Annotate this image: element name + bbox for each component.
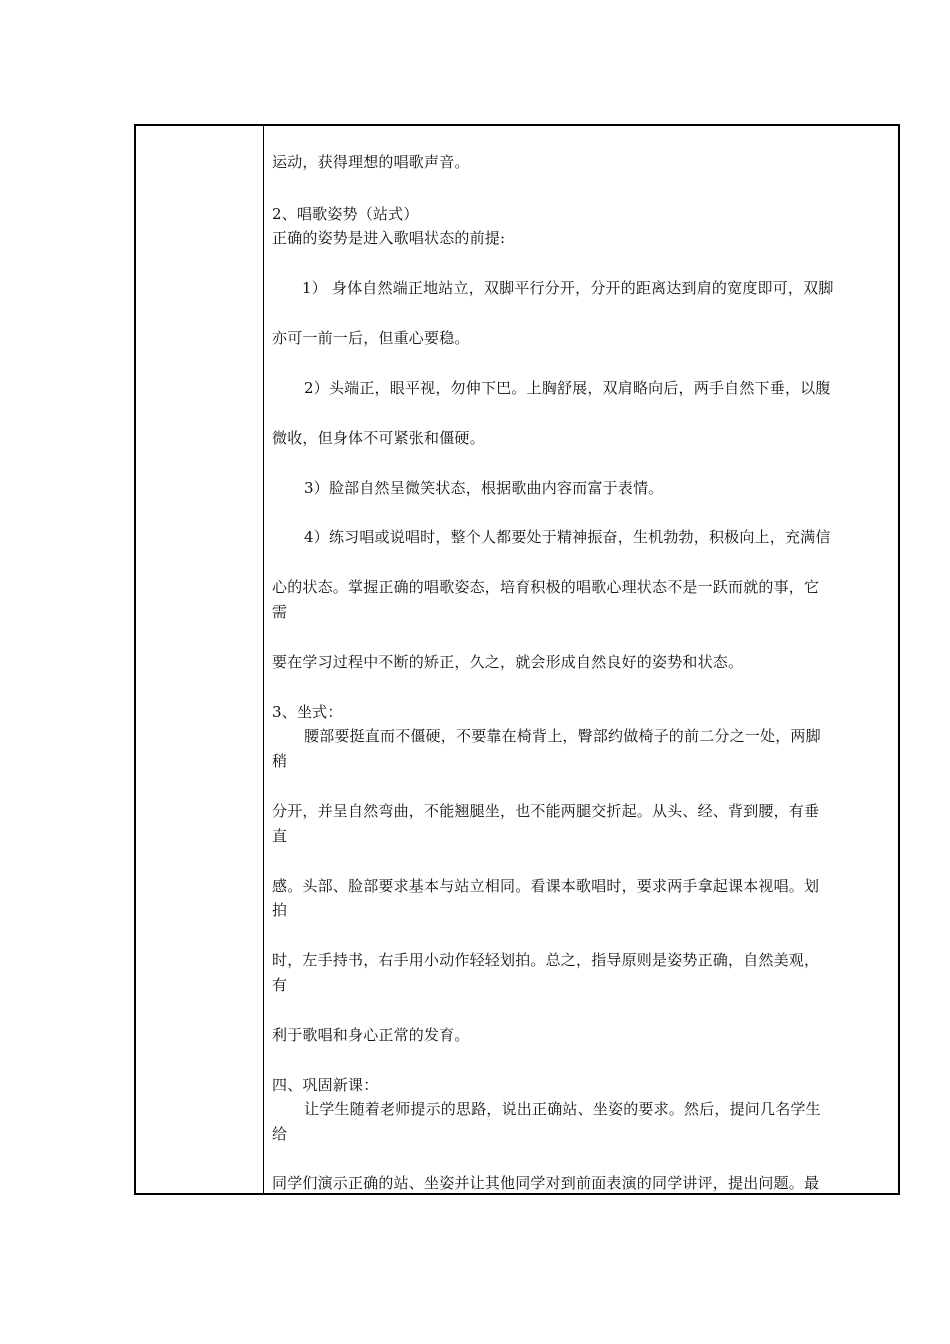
section-heading: 2、唱歌姿势（站式） bbox=[272, 205, 419, 223]
text-line: 感。头部、脸部要求基本与站立相同。看课本歌唱时，要求两手拿起课本视唱。划 bbox=[272, 877, 820, 895]
text-line: 让学生随着老师提示的思路，说出正确站、坐姿的要求。然后，提问几名学生 bbox=[304, 1100, 821, 1118]
section-heading: 四、巩固新课： bbox=[272, 1076, 379, 1094]
text-line: 时，左手持书，右手用小动作轻轻划拍。总之，指导原则是姿势正确，自然美观， bbox=[272, 951, 820, 969]
text-line: 同学们演示正确的站、坐姿并让其他同学对到前面表演的同学讲评，提出问题。最 bbox=[272, 1174, 820, 1192]
text-line: 有 bbox=[272, 976, 288, 994]
text-line: 需 bbox=[272, 603, 288, 621]
text-line: 3）脸部自然呈微笑状态，根据歌曲内容而富于表情。 bbox=[304, 479, 664, 497]
text-line: 给 bbox=[272, 1125, 288, 1143]
text-line: 4）练习唱或说唱时，整个人都要处于精神振奋，生机勃勃，积极向上，充满信 bbox=[304, 528, 831, 546]
text-line: 亦可一前一后，但重心要稳。 bbox=[272, 329, 470, 347]
section-heading: 3、坐式： bbox=[272, 703, 343, 721]
text-line: 要在学习过程中不断的矫正，久之，就会形成自然良好的姿势和状态。 bbox=[272, 653, 744, 671]
text-line: 稍 bbox=[272, 752, 288, 770]
text-line: 2）头端正，眼平视，勿伸下巴。上胸舒展，双肩略向后，两手自然下垂，以腹 bbox=[304, 379, 831, 397]
text-line: 直 bbox=[272, 827, 288, 845]
text-line: 运动，获得理想的唱歌声音。 bbox=[272, 153, 470, 171]
text-line: 利于歌唱和身心正常的发育。 bbox=[272, 1026, 470, 1044]
text-line: 分开，并呈自然弯曲，不能翘腿坐，也不能两腿交折起。从头、经、背到腰，有垂 bbox=[272, 802, 820, 820]
text-line: 微收，但身体不可紧张和僵硬。 bbox=[272, 429, 485, 447]
text-line: 心的状态。掌握正确的唱歌姿态，培育积极的唱歌心理状态不是一跃而就的事，它 bbox=[272, 578, 820, 596]
text-line: 1） 身体自然端正地站立，双脚平行分开，分开的距离达到肩的宽度即可，双脚 bbox=[302, 279, 834, 297]
text-line: 拍 bbox=[272, 901, 288, 919]
left-column-cell bbox=[136, 126, 263, 1193]
text-line: 腰部要挺直而不僵硬，不要靠在椅背上，臀部约做椅子的前二分之一处，两脚 bbox=[304, 727, 821, 745]
text-line: 正确的姿势是进入歌唱状态的前提: bbox=[272, 229, 506, 247]
